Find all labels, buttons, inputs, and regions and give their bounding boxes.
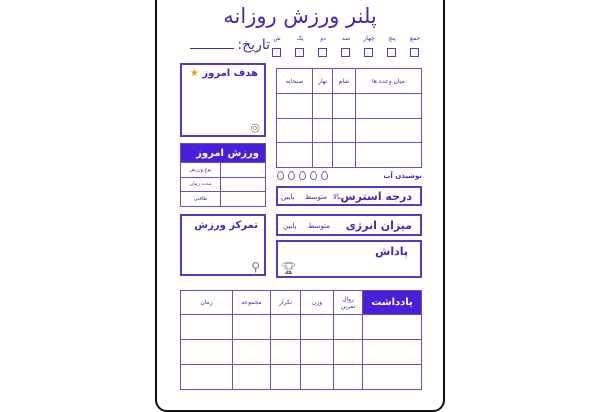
meal-cell[interactable] [313,118,333,143]
day-label: پنج [388,35,396,42]
log-header: وزن [301,291,334,315]
date-field[interactable] [180,37,270,53]
stress-label: درجه استرس [340,190,412,203]
meal-cell[interactable] [333,143,356,168]
water-label: نوشیدن آب [383,172,422,180]
water-drop-icon[interactable] [321,171,328,180]
day-checkbox[interactable] [272,48,281,57]
day-checkbox[interactable] [295,48,304,57]
exercise-cell[interactable] [221,163,266,178]
day-checkbox[interactable] [387,48,396,57]
meal-table [276,68,422,168]
log-header: تکرار [271,291,301,315]
log-cell[interactable] [233,315,271,340]
water-drop-icon[interactable] [299,171,306,180]
stress-option-high[interactable]: بالا [333,193,342,201]
trophy-icon: 🏆︎ [281,261,297,275]
goal-text: هدف امروز [202,68,258,79]
goal-box[interactable] [180,63,266,137]
meal-cell[interactable] [333,118,356,143]
water-drop-icon[interactable] [277,171,284,180]
magnifier-icon: ⚲ [251,260,260,274]
log-cell[interactable] [363,365,422,390]
log-cell[interactable] [181,315,233,340]
day-label: سه [341,35,351,42]
goal-label [190,68,258,79]
meal-cell[interactable] [355,143,421,168]
reward-box[interactable] [276,240,422,278]
day-checkbox[interactable] [364,48,373,57]
log-cell[interactable] [334,315,363,340]
log-cell[interactable] [233,340,271,365]
log-cell[interactable] [301,365,334,390]
exercise-table [180,143,266,207]
energy-option-medium[interactable]: متوسط [308,222,330,230]
stress-option-medium[interactable]: متوسط [305,193,327,201]
exercise-row-label: نوع ورزش [181,163,221,178]
log-cell[interactable] [181,340,233,365]
date-line [190,48,234,49]
focus-label: تمرکز ورزش [194,220,258,231]
meal-cell[interactable] [313,143,333,168]
log-cell[interactable] [181,365,233,390]
meal-cell[interactable] [277,118,313,143]
log-cell[interactable] [233,365,271,390]
meal-cell[interactable] [313,94,333,119]
note-header: یادداشت [363,291,422,315]
energy-label: میزان انرژی [345,219,412,232]
meal-cell[interactable] [277,143,313,168]
log-cell[interactable] [271,365,301,390]
trophy-small-icon: ★ [189,68,199,79]
reward-label: پاداش [375,245,408,258]
log-cell[interactable] [301,315,334,340]
date-label: تاریخ: [237,37,270,53]
log-header: روال تمرین [334,291,363,315]
page-title: پلنر ورزش روزانه [223,4,377,28]
stress-option-low[interactable]: پایین [281,193,295,201]
energy-option-low[interactable]: پایین [283,222,297,230]
log-cell[interactable] [363,340,422,365]
meal-cell[interactable] [277,94,313,119]
target-icon: ◎ [250,121,260,134]
focus-box[interactable] [180,214,266,276]
meal-header: نهار [313,69,333,94]
log-cell[interactable] [334,340,363,365]
meal-header: صبحانه [277,69,313,94]
exercise-cell[interactable] [221,177,266,192]
exercise-row-label: مدت زمان [181,177,221,192]
energy-box [276,214,422,236]
meal-cell[interactable] [333,94,356,119]
meal-header: شام [333,69,356,94]
day-label: جمع [409,35,421,42]
log-cell[interactable] [334,365,363,390]
day-label: دو [320,35,326,42]
meal-header: میان وعده ها [355,69,421,94]
log-header: زمان [181,291,233,315]
day-checkbox[interactable] [341,48,350,57]
day-label: یک [296,35,304,42]
log-cell[interactable] [363,315,422,340]
log-cell[interactable] [271,340,301,365]
exercise-cell[interactable] [221,192,266,207]
day-label: چهار [363,35,375,42]
day-checkbox[interactable] [410,48,419,57]
water-drop-icon[interactable] [288,171,295,180]
exercise-header: ورزش امروز [181,144,266,163]
water-drop-icon[interactable] [310,171,317,180]
exercise-row-label: طاقتی [181,192,221,207]
day-label: ش [273,35,281,42]
meal-cell[interactable] [355,94,421,119]
log-cell[interactable] [271,315,301,340]
log-cell[interactable] [301,340,334,365]
day-checkbox[interactable] [318,48,327,57]
workout-log-table [180,290,422,390]
stress-box [276,186,422,206]
log-header: مجموعه [233,291,271,315]
meal-cell[interactable] [355,118,421,143]
